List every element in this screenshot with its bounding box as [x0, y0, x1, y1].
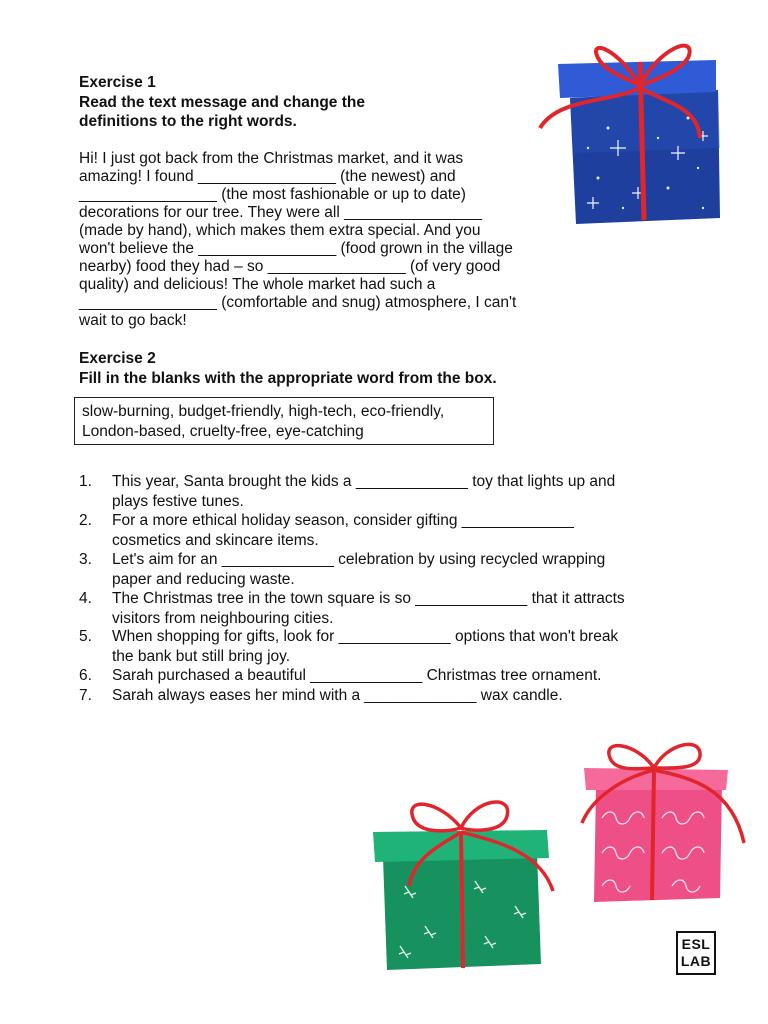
item-line2: the bank but still bring joy. — [112, 647, 291, 665]
exercise2-title: Exercise 2 — [79, 350, 156, 367]
word-box — [74, 397, 494, 445]
item-line1: For a more ethical holiday season, consider gifting _____________ — [112, 512, 574, 529]
word-box-line2: London-based, cruelty-free, eye-catching — [82, 423, 364, 440]
item-line2: cosmetics and skincare items. — [112, 531, 319, 549]
blue-gift-illustration — [528, 28, 723, 228]
item-number: 7. — [79, 687, 92, 704]
paragraph-line: ________________ (comfortable and snug) atmosphere, I can't — [79, 294, 517, 311]
paragraph-line: wait to go back! — [79, 312, 187, 329]
paragraph-line: Hi! I just got back from the Christmas market, and it was — [79, 150, 464, 167]
paragraph-line: nearby) food they had – so ________________ (of very good — [79, 258, 501, 275]
exercise1-instruction-line2: definitions to the right words. — [79, 113, 297, 130]
item-line1: The Christmas tree in the town square is so _____________ that it attracts — [112, 590, 625, 607]
pink-gift-illustration — [572, 738, 752, 908]
word-box-line1: slow-burning, budget-friendly, high-tech, eco-friendly, — [82, 403, 445, 420]
exercise2-heading — [79, 349, 497, 388]
paragraph-line: ________________ (the most fashionable or up to date) — [79, 186, 466, 203]
item-line1: Sarah always eases her mind with a _____________ wax candle. — [112, 687, 563, 704]
logo-line2: LAB — [680, 953, 712, 969]
paragraph-line: (made by hand), which makes them extra special. And you — [79, 222, 481, 239]
paragraph-line: quality) and delicious! The whole market had such a — [79, 276, 436, 293]
exercise1-instruction-line1: Read the text message and change the — [79, 93, 365, 111]
item-number: 4. — [79, 590, 92, 607]
item-line2: plays festive tunes. — [112, 492, 244, 510]
exercise2-instruction: Fill in the blanks with the appropriate word from the box. — [79, 369, 497, 387]
exercise1-title: Exercise 1 — [79, 74, 156, 91]
item-line1: This year, Santa brought the kids a _____________ toy that lights up and — [112, 473, 616, 490]
paragraph-line: amazing! I found ________________ (the newest) and — [79, 168, 456, 185]
esl-lab-logo — [676, 931, 716, 975]
item-number: 1. — [79, 473, 92, 490]
logo-line1: ESL — [681, 936, 711, 952]
item-number: 3. — [79, 551, 92, 568]
item-line1: Let's aim for an _____________ celebration by using recycled wrapping — [112, 551, 606, 568]
item-line1: Sarah purchased a beautiful _____________ Christmas tree ornament. — [112, 667, 602, 684]
paragraph-line: decorations for our tree. They were all ________________ — [79, 204, 482, 221]
paragraph-line: won't believe the ________________ (food grown in the village — [79, 240, 513, 257]
item-line2: paper and reducing waste. — [112, 570, 295, 588]
item-number: 2. — [79, 512, 92, 529]
item-number: 6. — [79, 667, 92, 684]
item-number: 5. — [79, 628, 92, 645]
green-gift-illustration — [365, 796, 565, 976]
item-line2: visitors from neighbouring cities. — [112, 609, 334, 627]
item-line1: When shopping for gifts, look for _____________ options that won't break — [112, 628, 619, 645]
exercise1-heading — [79, 73, 365, 132]
